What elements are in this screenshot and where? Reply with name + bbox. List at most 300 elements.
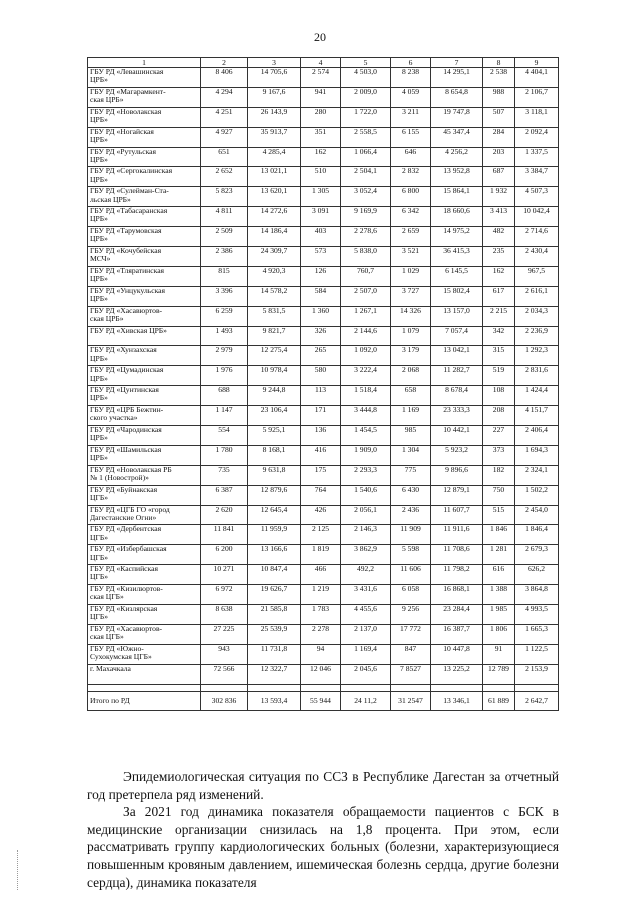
- institution-name-line: ЦРБ»: [90, 373, 108, 383]
- table-cell-col9: 2 324,1: [515, 465, 559, 485]
- table-cell-col9: 2 714,6: [515, 227, 559, 247]
- table-row: [88, 346, 559, 366]
- column-header-9: 9: [515, 58, 559, 68]
- institution-name-line: льская ЦРБ»: [90, 194, 131, 204]
- table-row: [88, 107, 559, 127]
- table-cell-col2: 4 811: [201, 207, 248, 227]
- table-cell-col6: 2 436: [391, 505, 431, 525]
- table-cell-col9: 1 502,2: [515, 485, 559, 505]
- institution-name-line: ЦРБ»: [90, 114, 108, 124]
- institution-name-line: ГБУ РД «Цунтинская: [90, 385, 159, 395]
- table-cell-col7: 10 447,8: [431, 644, 483, 664]
- table-cell-col2: 6 972: [201, 585, 248, 605]
- table-cell-col6: 1 079: [391, 326, 431, 346]
- table-cell-col9: 2 106,7: [515, 87, 559, 107]
- institution-name-line: ГБУ РД «Буйнакская: [90, 485, 158, 494]
- table-cell-col3: 35 913,7: [248, 127, 301, 147]
- table-cell-col8: 2 215: [483, 306, 515, 326]
- table-cell-col2: 4 294: [201, 87, 248, 107]
- institution-name-line: ЦГБ»: [90, 612, 109, 622]
- table-cell-col5: 1 169,4: [341, 644, 391, 664]
- institution-name: [88, 127, 201, 147]
- table-row: [88, 605, 559, 625]
- institution-name: [88, 624, 201, 644]
- spacer-cell: [248, 684, 301, 691]
- table-cell-col8: 515: [483, 505, 515, 525]
- institution-name-line: ГБУ РД «ЦГБ ГО «город: [90, 505, 170, 514]
- table-cell-col8: 203: [483, 147, 515, 167]
- table-cell-col8: 1 846: [483, 525, 515, 545]
- table-cell-col7: 18 660,6: [431, 207, 483, 227]
- spacer-cell: [483, 684, 515, 691]
- table-cell-col8: 519: [483, 366, 515, 386]
- table-cell-col6: 2 659: [391, 227, 431, 247]
- total-cell-col9: 2 642,7: [515, 691, 559, 710]
- table-cell-col8: 3 413: [483, 207, 515, 227]
- table-cell-col4: 466: [301, 565, 341, 585]
- table-cell-col7: 13 042,1: [431, 346, 483, 366]
- institution-name-line: ГБУ РД «ЦРБ Бежтин-: [90, 405, 164, 415]
- table-cell-col5: 1 722,0: [341, 107, 391, 127]
- institution-name-line: ГБУ РД «Южно-: [90, 644, 144, 653]
- column-header-7: 7: [431, 58, 483, 68]
- table-row: [88, 445, 559, 465]
- table-cell-col8: 616: [483, 565, 515, 585]
- institution-name: [88, 147, 201, 167]
- table-cell-col7: 45 347,4: [431, 127, 483, 147]
- table-cell-col6: 3 179: [391, 346, 431, 366]
- table-cell-col8: 482: [483, 227, 515, 247]
- institution-name-line: ГБУ РД «Кизилюртов-: [90, 584, 163, 594]
- table-cell-col8: 1 388: [483, 585, 515, 605]
- institution-name-line: ГБУ РД «Хивская ЦРБ»: [90, 326, 167, 335]
- institution-name-line: ЦРБ»: [90, 393, 108, 403]
- table-cell-col5: 1 454,5: [341, 426, 391, 446]
- table-cell-col4: 351: [301, 127, 341, 147]
- column-header-8: 8: [483, 58, 515, 68]
- table-cell-col5: 2 056,1: [341, 505, 391, 525]
- table-cell-col5: 2 278,6: [341, 227, 391, 247]
- institution-name-line: ГБУ РД «Кизлярская: [90, 604, 158, 614]
- table-cell-col9: 967,5: [515, 266, 559, 286]
- spacer-cell: [431, 684, 483, 691]
- table-cell-col7: 16 387,7: [431, 624, 483, 644]
- institution-name-line: ЦРБ»: [90, 234, 108, 244]
- table-row: [88, 266, 559, 286]
- table-cell-col7: 15 864,1: [431, 187, 483, 207]
- table-cell-col6: 7 8527: [391, 664, 431, 684]
- institution-name: [88, 187, 201, 207]
- table-cell-col3: 9 631,8: [248, 465, 301, 485]
- table-cell-col5: 3 431,6: [341, 585, 391, 605]
- table-cell-col5: 2 504,1: [341, 167, 391, 187]
- table-cell-col8: 182: [483, 465, 515, 485]
- institution-name-line: ЦГБ»: [90, 492, 109, 502]
- table-cell-col5: 3 222,4: [341, 366, 391, 386]
- table-cell-col9: 1 122,5: [515, 644, 559, 664]
- table-cell-col5: 2 045,6: [341, 664, 391, 684]
- table-cell-col6: 3 521: [391, 247, 431, 267]
- institution-name-line: ГБУ РД «Сулейман-Ста-: [90, 186, 169, 196]
- table-cell-col4: 403: [301, 227, 341, 247]
- institution-name-line: ГБУ РД «Новолакская: [90, 107, 162, 116]
- table-cell-col2: 2 386: [201, 247, 248, 267]
- table-cell-col8: 1 281: [483, 545, 515, 565]
- table-cell-col3: 14 186,4: [248, 227, 301, 247]
- table-cell-col8: 1 806: [483, 624, 515, 644]
- table-cell-col5: 9 169,9: [341, 207, 391, 227]
- table-cell-col3: 11 731,8: [248, 644, 301, 664]
- table-cell-col9: 4 993,5: [515, 605, 559, 625]
- institution-name-line: Сухокумская ЦГБ»: [90, 652, 152, 662]
- table-cell-col3: 9 821,7: [248, 326, 301, 346]
- table-row: [88, 227, 559, 247]
- institution-name-line: ГБУ РД «Левашинская: [90, 67, 164, 76]
- column-header-3: 3: [248, 58, 301, 68]
- table-cell-col5: 2 558,5: [341, 127, 391, 147]
- table-cell-col8: 91: [483, 644, 515, 664]
- table-cell-col4: 162: [301, 147, 341, 167]
- table-cell-col2: 6 387: [201, 485, 248, 505]
- institution-name: [88, 445, 201, 465]
- table-cell-col5: 1 267,1: [341, 306, 391, 326]
- institution-name-line: ЦРБ»: [90, 154, 108, 164]
- institution-name-line: ГБУ РД «Чародинская: [90, 425, 162, 435]
- table-cell-col4: 1 305: [301, 187, 341, 207]
- table-cell-col4: 1 360: [301, 306, 341, 326]
- table-cell-col3: 23 106,4: [248, 406, 301, 426]
- institution-name-line: ГБУ РД «Магарамкент-: [90, 87, 166, 96]
- table-cell-col8: 235: [483, 247, 515, 267]
- table-cell-col7: 8 654,8: [431, 87, 483, 107]
- table-cell-col7: 13 157,0: [431, 306, 483, 326]
- table-cell-col4: 3 091: [301, 207, 341, 227]
- table-cell-col4: 426: [301, 505, 341, 525]
- institution-name: [88, 605, 201, 625]
- table-cell-col3: 24 309,7: [248, 247, 301, 267]
- institution-name: [88, 426, 201, 446]
- table-cell-col5: 1 518,4: [341, 386, 391, 406]
- table-cell-col6: 5 598: [391, 545, 431, 565]
- table-cell-col7: 7 057,4: [431, 326, 483, 346]
- table-cell-col7: 5 923,2: [431, 445, 483, 465]
- institution-name: [88, 366, 201, 386]
- spacer-cell: [341, 684, 391, 691]
- institution-name: [88, 346, 201, 366]
- table-cell-col6: 17 772: [391, 624, 431, 644]
- table-row: [88, 247, 559, 267]
- spacer-cell: [515, 684, 559, 691]
- institution-name: [88, 247, 201, 267]
- table-cell-col6: 2 832: [391, 167, 431, 187]
- institution-name: [88, 68, 201, 88]
- table-cell-col6: 3 211: [391, 107, 431, 127]
- statistics-table: [87, 57, 559, 711]
- page-number: 20: [314, 30, 326, 44]
- table-cell-col2: 27 225: [201, 624, 248, 644]
- table-cell-col3: 12 275,4: [248, 346, 301, 366]
- table-cell-col4: 416: [301, 445, 341, 465]
- table-cell-col6: 8 238: [391, 68, 431, 88]
- institution-name: [88, 386, 201, 406]
- institution-name-line: ЦРБ»: [90, 453, 108, 463]
- institution-name-line: ГБУ РД «Тляратинская: [90, 266, 165, 275]
- table-cell-col4: 1 783: [301, 605, 341, 625]
- table-cell-col9: 2 092,4: [515, 127, 559, 147]
- institution-name-line: г. Махачкала: [90, 664, 131, 673]
- table-cell-col6: 775: [391, 465, 431, 485]
- table-cell-col7: 11 607,7: [431, 505, 483, 525]
- table-header-row: [88, 58, 559, 68]
- table-cell-col9: 2 153,9: [515, 664, 559, 684]
- institution-name-line: ская ЦРБ»: [90, 313, 124, 323]
- table-row: [88, 386, 559, 406]
- table-cell-col3: 25 539,9: [248, 624, 301, 644]
- table-cell-col9: 1 846,4: [515, 525, 559, 545]
- table-cell-col9: 2 430,4: [515, 247, 559, 267]
- table-cell-col2: 815: [201, 266, 248, 286]
- table-cell-col5: 5 838,0: [341, 247, 391, 267]
- table-cell-col2: 943: [201, 644, 248, 664]
- column-header-6: 6: [391, 58, 431, 68]
- table-cell-col5: 1 909,0: [341, 445, 391, 465]
- table-cell-col4: 2 574: [301, 68, 341, 88]
- table-cell-col2: 1 976: [201, 366, 248, 386]
- table-cell-col4: 573: [301, 247, 341, 267]
- table-cell-col4: 12 046: [301, 664, 341, 684]
- table-cell-col6: 11 909: [391, 525, 431, 545]
- table-row: [88, 624, 559, 644]
- table-cell-col4: 1 219: [301, 585, 341, 605]
- total-row: [88, 691, 559, 710]
- table-cell-col3: 13 620,1: [248, 187, 301, 207]
- table-cell-col3: 12 645,4: [248, 505, 301, 525]
- table-cell-col5: 3 052,4: [341, 187, 391, 207]
- institution-name: [88, 326, 201, 346]
- table-cell-col9: 1 292,3: [515, 346, 559, 366]
- table-cell-col2: 554: [201, 426, 248, 446]
- table-cell-col6: 658: [391, 386, 431, 406]
- table-row: [88, 485, 559, 505]
- table-cell-col4: 2 278: [301, 624, 341, 644]
- table-cell-col7: 36 415,3: [431, 247, 483, 267]
- table-cell-col5: 2 009,0: [341, 87, 391, 107]
- institution-name-line: ЦРБ»: [90, 294, 108, 303]
- total-cell-col7: 13 346,1: [431, 691, 483, 710]
- table-cell-col3: 14 705,6: [248, 68, 301, 88]
- table-cell-col7: 23 284,4: [431, 605, 483, 625]
- table-cell-col8: 1 985: [483, 605, 515, 625]
- table-cell-col9: 2 034,3: [515, 306, 559, 326]
- table-cell-col9: 3 118,1: [515, 107, 559, 127]
- table-cell-col3: 21 585,8: [248, 605, 301, 625]
- institution-name-line: ГБУ РД «Табасаранская: [90, 206, 168, 216]
- table-cell-col8: 617: [483, 286, 515, 306]
- institution-name-line: ЦГБ»: [90, 532, 109, 542]
- total-cell-col4: 55 944: [301, 691, 341, 710]
- table-cell-col9: 2 454,0: [515, 505, 559, 525]
- table-cell-col6: 9 256: [391, 605, 431, 625]
- institution-name-line: ЦРБ»: [90, 353, 108, 363]
- table-cell-col4: 584: [301, 286, 341, 306]
- table-cell-col7: 11 911,6: [431, 525, 483, 545]
- table-cell-col2: 4 251: [201, 107, 248, 127]
- table-cell-col6: 6 155: [391, 127, 431, 147]
- table-cell-col7: 6 145,5: [431, 266, 483, 286]
- institution-name: [88, 664, 201, 684]
- table-cell-col7: 13 952,8: [431, 167, 483, 187]
- table-cell-col2: 651: [201, 147, 248, 167]
- table-cell-col4: 171: [301, 406, 341, 426]
- table-row: [88, 306, 559, 326]
- institution-name-line: № 1 (Новострой)»: [90, 473, 149, 483]
- table-cell-col2: 2 979: [201, 346, 248, 366]
- table-cell-col5: 2 137,0: [341, 624, 391, 644]
- table-row: [88, 286, 559, 306]
- table-row: [88, 525, 559, 545]
- table-cell-col9: 2 616,1: [515, 286, 559, 306]
- table-cell-col9: 1 665,3: [515, 624, 559, 644]
- table-cell-col3: 26 143,9: [248, 107, 301, 127]
- table-cell-col7: 9 896,6: [431, 465, 483, 485]
- table-cell-col4: 126: [301, 266, 341, 286]
- table-row: [88, 426, 559, 446]
- table-cell-col9: 2 679,3: [515, 545, 559, 565]
- spacer-cell: [391, 684, 431, 691]
- institution-name: [88, 227, 201, 247]
- table-cell-col4: 113: [301, 386, 341, 406]
- table-cell-col7: 8 678,4: [431, 386, 483, 406]
- table-cell-col2: 11 841: [201, 525, 248, 545]
- table-cell-col6: 3 727: [391, 286, 431, 306]
- table-cell-col2: 735: [201, 465, 248, 485]
- table-cell-col8: 1 932: [483, 187, 515, 207]
- table-cell-col9: 2 406,4: [515, 426, 559, 446]
- table-cell-col3: 10 847,4: [248, 565, 301, 585]
- table-cell-col3: 10 978,4: [248, 366, 301, 386]
- table-cell-col9: 3 864,8: [515, 585, 559, 605]
- table-cell-col9: 4 404,1: [515, 68, 559, 88]
- table-cell-col7: 13 225,2: [431, 664, 483, 684]
- table-row: [88, 465, 559, 485]
- table-row: [88, 585, 559, 605]
- table-cell-col2: 1 147: [201, 406, 248, 426]
- total-label: Итого по РД: [88, 691, 201, 710]
- table-cell-col8: 315: [483, 346, 515, 366]
- institution-name-line: ЦГБ»: [90, 552, 109, 562]
- table-cell-col2: 5 823: [201, 187, 248, 207]
- table-cell-col8: 208: [483, 406, 515, 426]
- table-cell-col4: 326: [301, 326, 341, 346]
- table-cell-col8: 108: [483, 386, 515, 406]
- table-cell-col2: 688: [201, 386, 248, 406]
- table-cell-col9: 2 236,9: [515, 326, 559, 346]
- institution-name-line: ГБУ РД «Избербашская: [90, 544, 167, 554]
- table-cell-col3: 5 925,1: [248, 426, 301, 446]
- table-cell-col7: 19 747,8: [431, 107, 483, 127]
- table-cell-col4: 94: [301, 644, 341, 664]
- table-cell-col8: 227: [483, 426, 515, 446]
- table-cell-col7: 10 442,1: [431, 426, 483, 446]
- institution-name-line: ГБУ РД «Унцукульская: [90, 286, 166, 295]
- table-cell-col6: 1 304: [391, 445, 431, 465]
- table-cell-col5: 4 503,0: [341, 68, 391, 88]
- table-cell-col3: 19 626,7: [248, 585, 301, 605]
- table-row: [88, 565, 559, 585]
- institution-name-line: ская ЦГБ»: [90, 592, 124, 602]
- table-cell-col6: 6 430: [391, 485, 431, 505]
- table-body: [88, 68, 559, 711]
- institution-name-line: ЦГБ»: [90, 572, 109, 582]
- table-cell-col3: 9 244,8: [248, 386, 301, 406]
- table-cell-col5: 4 455,6: [341, 605, 391, 625]
- total-cell-col2: 302 836: [201, 691, 248, 710]
- spacer-cell: [301, 684, 341, 691]
- institution-name: [88, 505, 201, 525]
- paragraph-dynamics: За 2021 год динамика показателя обращаемости пациентов с БСК в медицинские организации снизилась на 1,8 процента. При этом, если рассматривать группу кардиологических больных (болезни, характеризующиеся повышенным кровяным давлением, ишемическая болезнь сердца, другие болезни сердца), динамика показателя: [87, 804, 559, 890]
- table-cell-col8: 988: [483, 87, 515, 107]
- table-cell-col2: 3 396: [201, 286, 248, 306]
- institution-name-line: ЦРБ»: [90, 274, 108, 284]
- table-cell-col3: 5 831,5: [248, 306, 301, 326]
- table-cell-col5: 1 066,4: [341, 147, 391, 167]
- institution-name: [88, 465, 201, 485]
- institution-name-line: ЦРБ»: [90, 433, 108, 443]
- table-row: [88, 545, 559, 565]
- table-cell-col3: 9 167,6: [248, 87, 301, 107]
- table-cell-col6: 985: [391, 426, 431, 446]
- table-cell-col6: 4 059: [391, 87, 431, 107]
- table-cell-col8: 2 538: [483, 68, 515, 88]
- table-cell-col8: 12 789: [483, 664, 515, 684]
- institution-name: [88, 406, 201, 426]
- institution-name-line: Дагестанские Огни»: [90, 512, 157, 522]
- total-cell-col5: 24 11,2: [341, 691, 391, 710]
- body-text: [87, 768, 559, 891]
- table-cell-col4: 280: [301, 107, 341, 127]
- institution-name-line: ГБУ РД «Хасавюртов-: [90, 306, 163, 315]
- institution-name: [88, 87, 201, 107]
- table-cell-col3: 4 285,4: [248, 147, 301, 167]
- table-cell-col3: 14 272,6: [248, 207, 301, 227]
- table-cell-col7: 4 256,2: [431, 147, 483, 167]
- table-cell-col5: 2 146,3: [341, 525, 391, 545]
- institution-name-line: ЦРБ»: [90, 214, 108, 224]
- table-row: [88, 406, 559, 426]
- table-cell-col7: 15 802,4: [431, 286, 483, 306]
- table-cell-col8: 162: [483, 266, 515, 286]
- institution-name-line: ГБУ РД «Ногайская: [90, 127, 154, 136]
- table-cell-col4: 941: [301, 87, 341, 107]
- table-cell-col2: 1 780: [201, 445, 248, 465]
- table-cell-col8: 373: [483, 445, 515, 465]
- institution-name-line: ЦРБ»: [90, 134, 108, 144]
- institution-name: [88, 485, 201, 505]
- institution-name-line: ГБУ РД «Шамильская: [90, 445, 162, 454]
- spacer-cell: [88, 684, 201, 691]
- table-cell-col2: 72 566: [201, 664, 248, 684]
- institution-name: [88, 207, 201, 227]
- table-cell-col2: 1 493: [201, 326, 248, 346]
- table-row: [88, 187, 559, 207]
- table-cell-col2: 2 509: [201, 227, 248, 247]
- table-cell-col2: 8 638: [201, 605, 248, 625]
- table-cell-col5: 2 507,0: [341, 286, 391, 306]
- paragraph-epidemiology: Эпидемиологическая ситуация по ССЗ в Республике Дагестан за отчетный год претерпела ряд изменений.: [87, 769, 559, 802]
- table-cell-col3: 4 920,3: [248, 266, 301, 286]
- table-cell-col8: 687: [483, 167, 515, 187]
- table-cell-col6: 646: [391, 147, 431, 167]
